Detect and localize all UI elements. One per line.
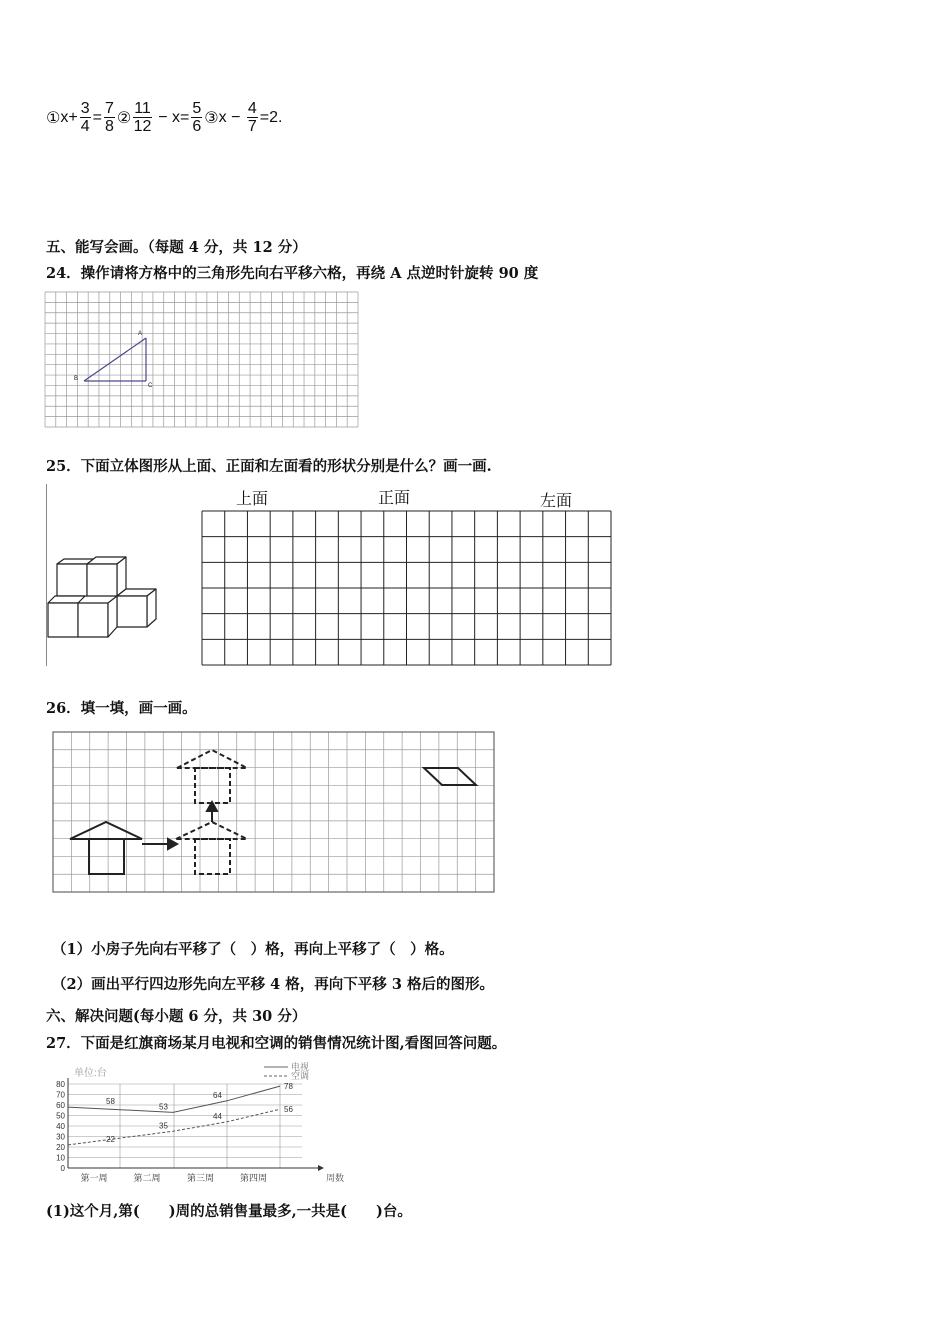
view-header-left: 左面 <box>540 493 573 510</box>
data-label: 78 <box>284 1082 293 1092</box>
eq1-fraction-b: $\frac{7}{8}$ <box>104 100 114 135</box>
eq3-marker: ③ <box>204 109 219 127</box>
legend-label: 空调 <box>291 1071 310 1081</box>
x-tick-label: 第四周 <box>239 1173 268 1183</box>
arrow-up-icon <box>207 802 217 822</box>
data-label: 44 <box>213 1111 222 1121</box>
section6-title: 六、解决问题(每小题 6 分，共 30 分） <box>46 1008 307 1025</box>
y-tick-label: 80 <box>56 1080 65 1089</box>
y-tick-label: 60 <box>56 1101 65 1110</box>
eq2-marker: ② <box>116 109 132 127</box>
eq2-fraction-b: $\frac{5}{6}$ <box>192 100 202 135</box>
point-c-label: C <box>148 383 153 389</box>
equation-row <box>46 100 282 135</box>
eq2-fraction-a: $\frac{11}{12}$ <box>133 100 152 135</box>
view-header-top: 上面 <box>236 491 269 508</box>
q24-text: 24．操作请将方格中的三角形先向右平移六格，再绕 A 点逆时针旋转 90 度 <box>46 265 539 282</box>
y-tick-label: 70 <box>56 1090 65 1100</box>
data-label: 64 <box>213 1090 222 1100</box>
q26-sub2: （2）画出平行四边形先向左平移 4 格，再向下平移 3 格后的图形。 <box>52 976 494 993</box>
eq1-marker: ① <box>46 109 61 127</box>
eq2-mid: − x= <box>153 108 190 126</box>
x-axis-arrow <box>318 1165 324 1171</box>
house-original <box>70 822 142 874</box>
data-label: 22 <box>106 1134 115 1144</box>
arrow-right-icon <box>142 839 177 849</box>
data-label: 35 <box>159 1121 168 1131</box>
parallelogram-shape <box>424 768 476 785</box>
chart-unit-label: 单位:台 <box>74 1068 107 1079</box>
eq1-var: x+ <box>60 108 78 126</box>
x-tick-label: 第一周 <box>80 1173 108 1183</box>
eq3-rhs: =2. <box>259 108 283 126</box>
data-label: 58 <box>106 1097 115 1107</box>
cube-bottom-middle <box>78 596 117 637</box>
cube-top-right <box>87 557 126 596</box>
eq3-fraction: $\frac{4}{7}$ <box>247 100 257 135</box>
q26-sub1: （1）小房子先向右平移了（ ）格，再向上平移了（ ）格。 <box>52 941 454 958</box>
x-axis-title: 周数 <box>326 1173 345 1183</box>
point-a-label: A <box>138 331 143 337</box>
house-translated-right <box>176 822 247 874</box>
y-tick-label: 10 <box>56 1153 65 1163</box>
y-tick-label: 50 <box>56 1111 65 1121</box>
q26-text: 26．填一填，画一画。 <box>46 700 197 717</box>
q26-grid-figure <box>52 731 496 894</box>
data-label: 56 <box>284 1105 293 1115</box>
y-tick-label: 0 <box>60 1164 65 1173</box>
q25-text: 25．下面立体图形从上面、正面和左面看的形状分别是什么？画一画. <box>46 458 492 475</box>
y-tick-label: 20 <box>56 1143 65 1152</box>
view-header-front: 正面 <box>378 490 411 507</box>
q27-sub1: (1)这个月,第( )周的总销售量最多,一共是( )台。 <box>46 1203 412 1220</box>
legend-label: 电视 <box>291 1062 310 1072</box>
y-tick-label: 40 <box>56 1122 65 1131</box>
x-tick-label: 第三周 <box>186 1173 215 1183</box>
cube-stack-figure <box>46 555 162 641</box>
section5-title: 五、能写会画。（每题 4 分，共 12 分） <box>46 239 307 256</box>
eq3-var: x − <box>218 108 245 126</box>
sales-line-chart <box>44 1060 364 1190</box>
q27-text: 27．下面是红旗商场某月电视和空调的销售情况统计图,看图回答问题。 <box>46 1035 507 1052</box>
q24-grid-figure <box>44 291 360 429</box>
q25-drawing-grid[interactable] <box>201 510 613 667</box>
cube-bottom-right <box>117 589 156 627</box>
y-tick-label: 30 <box>56 1132 65 1142</box>
x-tick-label: 第二周 <box>133 1173 161 1183</box>
eq1-equals: = <box>92 108 102 126</box>
triangle-side-ab <box>84 338 146 381</box>
data-label: 53 <box>159 1102 168 1112</box>
q24-grid <box>45 292 358 427</box>
eq1-fraction-a: $\frac{3}{4}$ <box>80 100 90 135</box>
point-b-label: B <box>74 376 79 382</box>
